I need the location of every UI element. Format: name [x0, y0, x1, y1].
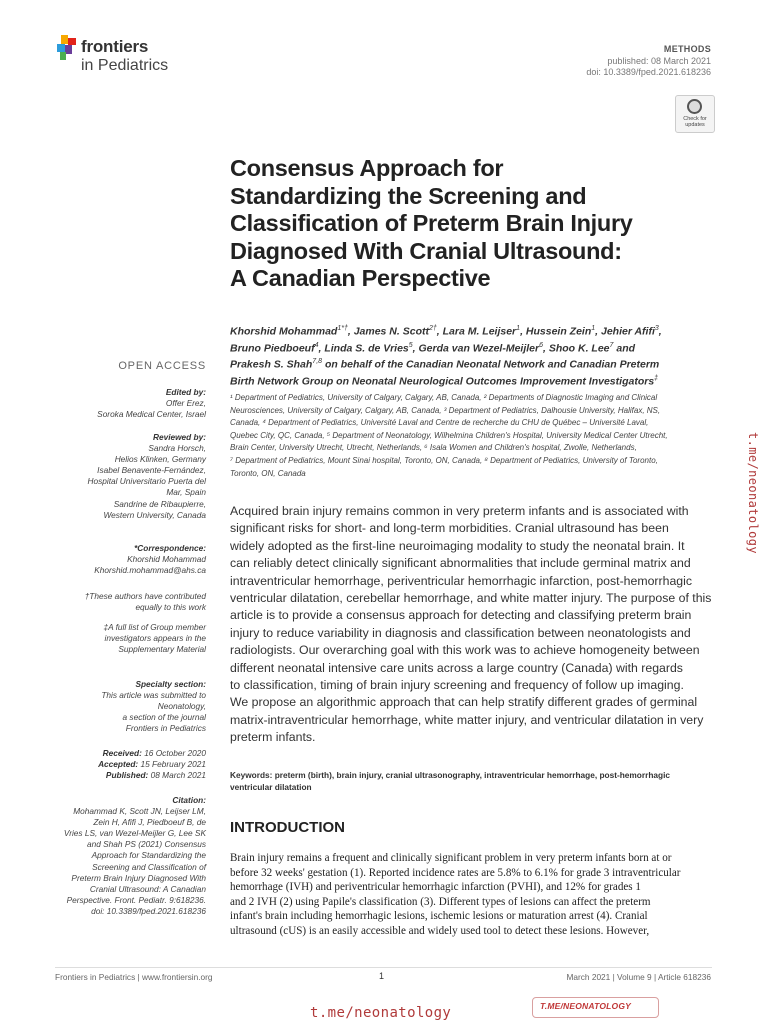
- doi-link[interactable]: doi: 10.3389/fped.2021.618236: [586, 67, 711, 77]
- bottom-watermark[interactable]: t.me/neonatology: [310, 1005, 452, 1021]
- specialty-section: Specialty section: This article was submitted to Neonatology, a section of the journal Frontiers in Pediatrics: [101, 679, 206, 734]
- equal-contribution-note: †These authors have contributed equally to this work: [84, 591, 206, 613]
- page-number: 1: [379, 971, 385, 981]
- keywords-label: Keywords:: [230, 770, 273, 780]
- journal-logo: [55, 33, 195, 79]
- vertical-watermark: t.me/neonatology: [746, 432, 760, 554]
- citation-doi[interactable]: doi: 10.3389/fped.2021.618236: [91, 905, 206, 916]
- received-date: Received: 16 October 2020: [102, 748, 206, 758]
- published-date: published: 08 March 2021: [607, 55, 711, 66]
- open-access-label: OPEN ACCESS: [118, 360, 206, 372]
- accepted-date: Accepted: 15 February 2021: [98, 759, 206, 770]
- footer-volume: March 2021 | Volume 9 | Article 618236: [566, 972, 711, 982]
- article-dates: [56, 748, 206, 781]
- affiliations: ¹ Department of Pediatrics, University of Calgary, Calgary, AB, Canada, ² Departments of Diagnostic Imaging and Clinical Neurosciences, University of Calgary, Calgary, AB, Canada, ³ Department of Pediatrics, Dalhousie University, Halifax, NS, Canada, ⁴ Department of Pediatrics, Université Laval and Centre de recherche du CHU de Québec – Université Laval, Quebec City, QC, Canada, ⁵ Department of Neonatology, Wilhelmina Children's Hospital, University Medical Center Utrecht, Brain Center, University Utrecht, Utrecht, Netherlands, ⁶ Isala Women and Children's hospital, Zwolle, Netherlands, ⁷ Department of Pediatrics, Mount Sinai hospital, Toronto, ON, Canada, ⁸ Department of Pediatrics, University of Toronto, Toronto, ON, Canada: [230, 393, 668, 478]
- check-for-updates-button[interactable]: [675, 95, 715, 133]
- footer-divider: [55, 967, 712, 968]
- brand-name: frontiers: [81, 37, 149, 56]
- brand-journal: in Pediatrics: [81, 57, 169, 74]
- crossmark-icon: [687, 99, 702, 114]
- watermark-badge[interactable]: T.ME/NEONATOLOGY: [532, 997, 659, 1018]
- author-line: Prakesh S. Shah$^{7,8}$ on behalf of the Canadian Neonatal Network and Canadian Preterm: [230, 358, 660, 371]
- published-date-left: Published: 08 March 2021: [105, 770, 206, 781]
- edited-by-section: Edited by: Offer Erez, Soroka Medical Center, Israel: [97, 387, 206, 420]
- introduction-text: Brain injury remains a frequent and clinically significant problem in very preterm infants born at or before 32 weeks' gestation (1). Reported incidence rates are 5.8% to 6.1% for grade 3 intraventricular hemorrhage (IVH) and periventricular hemorrhagic infarction (PVHI), and 12% for grades 1 and 2 IVH (2) using Papile's classification (3). Different types of lesions can affect the preterm infant's brain including hemorrhagic lesions, ischemic lesions or maturation arrest (4). Cranial ultrasound (cUS) is an easily accessible and widely used tool to detect these lesions. However,: [230, 852, 681, 937]
- correspondence-email[interactable]: Khorshid.mohammad@ahs.ca: [94, 565, 206, 576]
- author-line: Bruno Piedboeuf$^4$, Linda S. de Vries$^5$, Gerda van Wezel-Meijler$^6$, Shoo K. Lee$^7$ and: [230, 341, 636, 355]
- frontiers-logo-icon: [55, 35, 81, 61]
- citation-section: Citation: Mohammad K, Scott JN, Leijser LM, Zein H, Afifi J, Piedboeuf B, de Vries LS, van Wezel-Meijler G, Lee SK and Shah PS (2021) Consensus Approach for Standardizing the Screening and Classification of Preterm Brain Injury Diagnosed With Cranial Ultrasound: A Canadian Perspective. Front. Pediatr. 9:618236. doi: 10.3389/fped.2021.618236: [56, 795, 206, 917]
- article-title: Consensus Approach for Standardizing the Screening and Classification of Preterm Brain Injury Diagnosed With Cranial Ultrasound: A Canadian Perspective: [230, 155, 633, 291]
- author-line: Khorshid Mohammad$^{1*\dagger}$, James N. Scott$^{2\dagger}$, Lara M. Leijser$^1$, Hussein Zein$^1$, Jehier Afifi$^3$,: [230, 325, 662, 338]
- check-updates-label: Check for updates: [683, 116, 707, 128]
- article-meta: [586, 44, 711, 79]
- group-members-note: ‡A full list of Group member investigators appears in the Supplementary Material: [103, 622, 206, 655]
- footer-journal[interactable]: Frontiers in Pediatrics | www.frontiersin.org: [55, 972, 213, 982]
- correspondence-section: *Correspondence: Khorshid Mohammad Khorshid.mohammad@ahs.ca: [56, 543, 206, 576]
- author-line: Birth Network Group on Neonatal Neurological Outcomes Improvement Investigators‡: [230, 375, 659, 388]
- author-list: [230, 322, 720, 389]
- introduction-heading: INTRODUCTION: [230, 819, 345, 836]
- article-type: METHODS: [663, 44, 711, 54]
- reviewed-by-section: Reviewed by: Sandra Horsch, Helios Klinken, Germany Isabel Benavente-Fernández, Hospital Universitario Puerta del Mar, Spain Sandrine de Ribaupierre, Western University, Canada: [87, 432, 206, 520]
- abstract: Acquired brain injury remains common in very preterm infants and is associated with significant risks for short- and long-term morbidities. Cranial ultrasound has been widely adopted as the first-line neuroimaging modality to study the neonatal brain. It can reliably detect clinically significant abnormalities that include germinal matrix and intraventricular hemorrhage, periventricular hemorrhagic infarction, post-hemorrhagic ventricular dilatation, cerebellar hemorrhage, and white matter injury. The purpose of this article is to provide a consensus approach for detecting and classifying preterm brain injury to reduce variability in diagnosis and classification between neonatologists and radiologists. Our overarching goal with this work was to achieve homogeneity between different neonatal intensive care units across a large country (Canada) with regards to classification, timing of brain injury screening and frequency of follow up imaging. We propose an algorithmic approach that can help stratify different grades of germinal matrix-intraventricular hemorrhage, white matter injury, and ventricular dilatation in very preterm infants.: [230, 504, 712, 745]
- keywords: Keywords: preterm (birth), brain injury, cranial ultrasonography, intraventricular hemorrhage, post-hemorrhagic ventricular dilatation: [230, 770, 670, 792]
